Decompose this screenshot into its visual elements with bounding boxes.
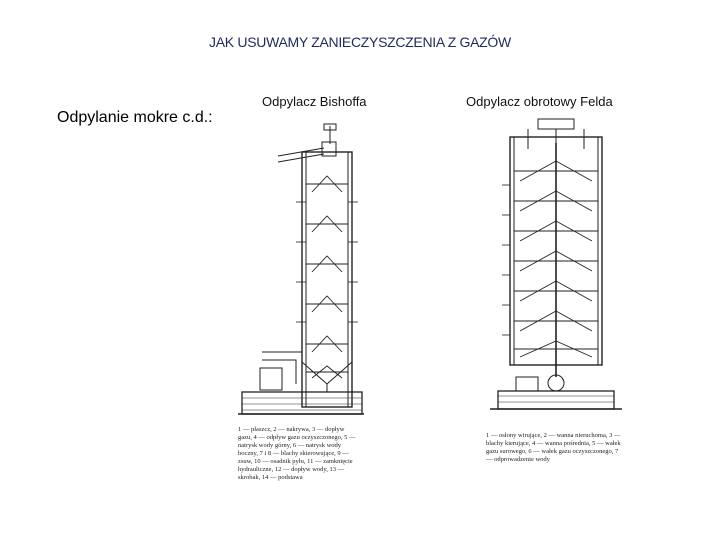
figure-caption-bishoff: 1 — płaszcz, 2 — nakrywa, 3 — dopływ gazu, 4 — odpływ gazu oczyszczonego, 5 — natrysk wody górny, 6 — natrysk wody boczny, 7 i 8 — blachy skierowujące, 9 — zsuw, 10 — osadnik pyłu, 11 — zamknięcie hydrauliczne, 12 — dopływ wody, 13 — skrobak, 14 — podstawa [238, 426, 356, 481]
figure-label-bishoff: Odpylacz Bishoffa [262, 94, 367, 109]
section-label: Odpylanie mokre c.d.: [57, 109, 213, 126]
feld-rotary-scrubber-drawing [480, 115, 630, 460]
figure-caption-feld: 1 — osłony wirujące, 2 — wanna nieruchoma, 3 — blachy kierujące, 4 — wanna pośrednia, 5 — wałek gazu surowego, 6 — wałek gazu oczyszczonego, 7 — odprowadzenie wody [486, 432, 621, 463]
figure-label-feld: Odpylacz obrotowy Felda [466, 94, 613, 109]
slide-title: JAK USUWAMY ZANIECZYSZCZENIA Z GAZÓW [209, 34, 511, 50]
